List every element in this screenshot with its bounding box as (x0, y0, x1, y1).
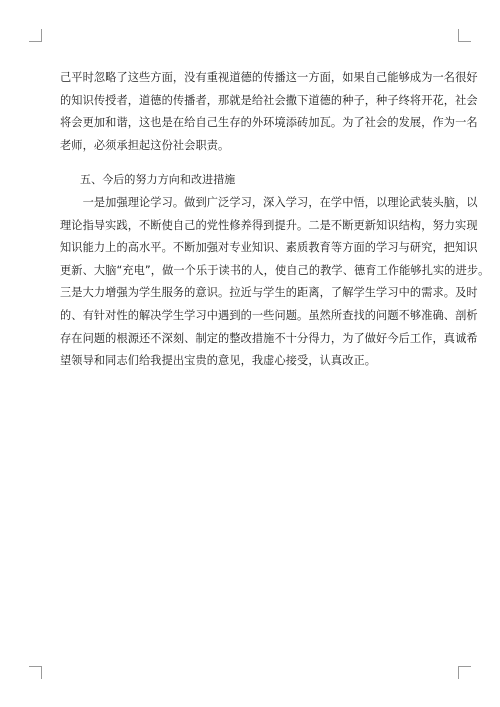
crop-mark-top-right (458, 29, 471, 42)
text-line: 将会更加和谐，这也是在给自己生存的外环境添砖加瓦。为了社会的发展，作为一名 (60, 116, 478, 130)
paragraph-improvement-measures (60, 192, 490, 373)
text-line: 老师，必须承担起这份社会职责。 (60, 138, 230, 152)
text-line: 更新、大脑“充电”，做一个乐于读书的人，使自己的教学、德育工作能够扎实的进步。 (60, 263, 490, 277)
section-heading (80, 169, 460, 192)
text-line: 一是加强理论学习。做到广泛学习，深入学习，在学中悟，以理论武装头脑，以 (60, 196, 478, 209)
text-line: 三是大力增强为学生服务的意识。拉近与学生的距离，了解学生学习中的需求。及时 (60, 286, 478, 300)
crop-mark-bottom-right (458, 666, 471, 679)
text-line: 望领导和同志们给我提出宝贵的意见，我虚心接受，认真改正。 (60, 354, 377, 368)
section-heading-text: 五、今后的努力方向和改进措施 (80, 173, 236, 186)
text-line: 知识能力上的高水平。不断加强对专业知识、素质教育等方面的学习与研究，把知识 (60, 241, 478, 255)
text-line: 理论指导实践，不断使自己的党性修养得到提升。二是不断更新知识结构，努力实现 (60, 218, 478, 232)
text-line: 己平时忽略了这些方面，没有重视道德的传播这一方面，如果自己能够成为一名很好 (60, 71, 478, 84)
crop-mark-top-left (29, 29, 42, 42)
crop-mark-bottom-left (29, 666, 42, 679)
text-line: 存在问题的根源还不深刻、制定的整改措施不十分得力，为了做好今后工作，真诚希 (60, 331, 478, 345)
text-line: 的、有针对性的解决学生学习中遇到的一些问题。虽然所查找的问题不够准确、剖析 (60, 308, 478, 322)
text-line: 的知识传授者，道德的传播者，那就是给社会撒下道德的种子，种子终将开花，社会 (60, 93, 478, 107)
paragraph-continued (60, 67, 478, 157)
